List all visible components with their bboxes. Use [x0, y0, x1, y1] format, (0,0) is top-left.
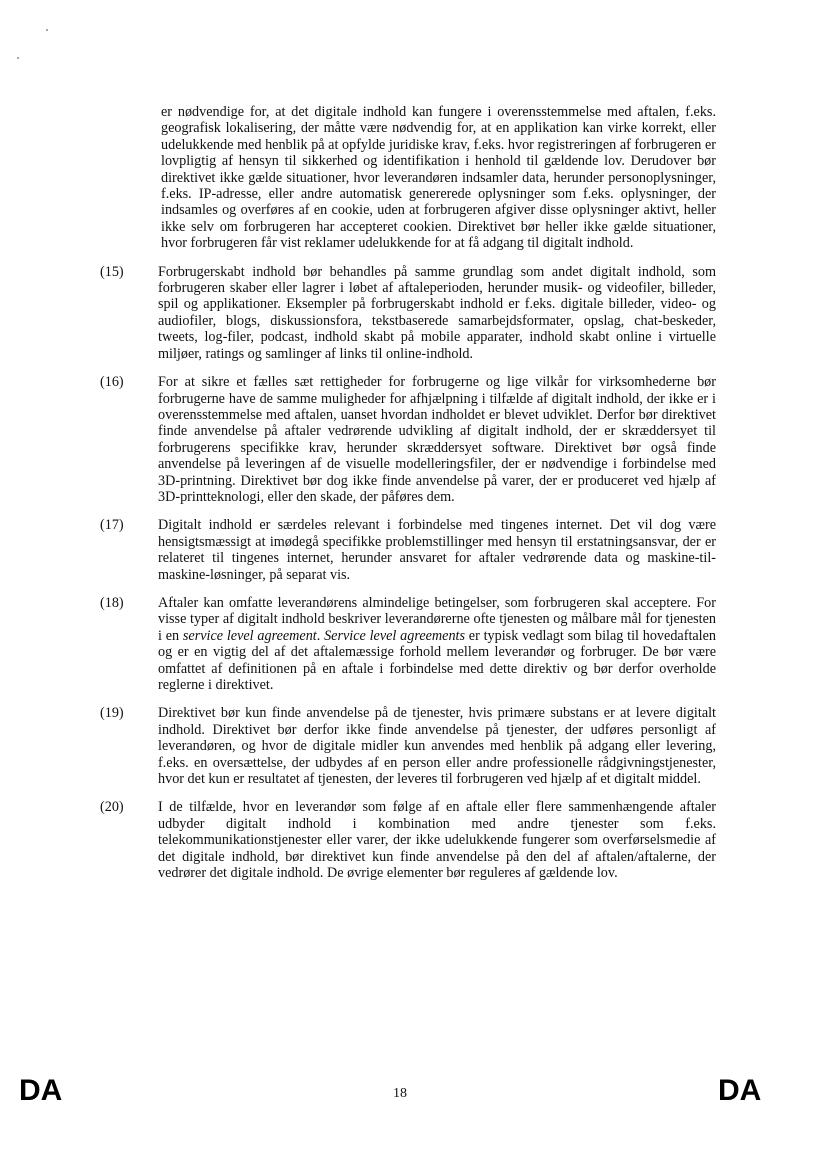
- recital-20: [102, 799, 716, 881]
- recital-text: Forbrugerskabt indhold bør behandles på samme grundlag som andet digitalt indhold, som forbrugeren skaber eller lagrer i løbet af aftaleperioden, herunder musik- og videofiler, billeder, spil og applikationer. Eksempler på forbrugerskabt indhold er f.eks. digitale billeder, video- og audiofiler, blogs, diskussionsfora, tekstbaserede samarbejdsformater, opslag, chat-beskeder, tweets, log-filer, podcast, indhold skabt på mobile apparater, indhold skabt online i virtuelle miljøer, ratings og samlinger af links til online-indhold.: [158, 263, 716, 362]
- recital-text: Digitalt indhold er særdeles relevant i forbindelse med tingenes internet. Det vil dog være hensigtsmæssigt at imødegå specifikke problemstillinger med hensyn til erstatningsansvar, der er relateret til tingenes internet, herunder ansvaret for aftaler vedrørende data og maskine-til-maskine-løsninger, på separat vis.: [158, 517, 716, 583]
- scan-speck: [17, 57, 19, 59]
- recital-18: [102, 595, 716, 693]
- paragraph-14-continued: [102, 104, 716, 252]
- scan-speck: [46, 29, 48, 31]
- recital-number: (15): [100, 263, 124, 280]
- recital-text: For at sikre et fælles sæt rettigheder for forbrugerne og lige vilkår for virksomhederne bør forbrugerne have de samme muligheder for afhjælpning i tilfælde af digitalt indhold, der ikke er i overensstemmelse med aftalen, uanset hvordan indholdet er blevet udviklet. Derfor bør direktivet finde anvendelse på aftaler vedrørende udvikling af digitalt indhold, der er skræddersyet til forbrugerens specifikke krav, herunder skræddersyet software. Direktivet bør også finde anvendelse på leveringen af de visuelle modelleringsfiler, der er nødvendige i forbindelse med 3D-printning. Direktivet bør dog ikke finde anvendelse på varer, der er produceret ved hjælp af 3D-printteknologi, eller den skade, der påføres dem.: [158, 374, 716, 505]
- language-code-right: DA: [718, 1074, 762, 1107]
- recital-text: [158, 595, 716, 693]
- recital-number: (20): [100, 799, 124, 816]
- recital-text: Direktivet bør kun finde anvendelse på de tjenester, hvis primære substans er at levere digitalt indhold. Direktivet bør derfor ikke finde anvendelse på tjenester, der udføres personligt af leverandøren, og hvor de digitale midler kun anvendes med henblik på adgang eller levering, f.eks. en oversættelse, der udbydes af en person eller andre professionelle rådgivningstjenester, hvor det kun er resultatet af tjenesten, der leveres til forbrugeren ved hjælp af et digitalt middel.: [158, 705, 716, 788]
- recital-text-part: Aftaler kan omfatte leverandørens almindelige betingelser, som forbrugeren skal acceptere. For visse typer af digitalt indhold beskriver leverandørerne ofte tjenesten og målbare mål for tjenesten i en: [158, 594, 716, 644]
- italic-term: Service level agreements: [324, 627, 466, 644]
- recital-17: [102, 517, 716, 583]
- page-number: 18: [393, 1086, 407, 1101]
- recital-text-part: er typisk vedlagt som bilag til hovedaftalen og er en vigtig del af det aftalemæssige forhold mellem leverandør og forbruger. De bør være omfattet af definitionen på en aftale i forbindelse med dette direktiv og bør derfor overholde reglerne i direktivet.: [158, 627, 717, 693]
- language-code-left: DA: [19, 1074, 63, 1107]
- recital-text: I de tilfælde, hvor en leverandør som følge af en aftale eller flere sammenhængende aftaler udbyder digitalt indhold i kombination med andre tjenester som f.eks. telekommunikationstjenester eller varer, der ikke udelukkende fungerer som overførselsmedie af det digitale indhold, bør direktivet kun finde anvendelse på den del af aftalen/aftalerne, der vedrører det digitale indhold. De øvrige elementer bør reguleres af gældende lov.: [158, 799, 716, 882]
- document-body: [102, 104, 716, 881]
- recital-number: (17): [100, 517, 124, 534]
- recital-number: (19): [100, 705, 124, 722]
- italic-term: service level agreement: [182, 627, 317, 644]
- recital-19: [102, 705, 716, 787]
- paragraph-text: er nødvendige for, at det digitale indhold kan fungere i overensstemmelse med aftalen, f.eks. geografisk lokalisering, der måtte være nødvendig for, at en applikation kan virke korrekt, eller udelukkende med henblik på at opfylde juridiske krav, f.eks. hvor registreringen af forbrugeren er lovpligtig af hensyn til sikkerhed og identifikation i henhold til gældende lov. Derudover bør direktivet ikke gælde situationer, hvor leverandøren indsamler data, herunder personoplysninger, f.eks. IP-adresse, eller andre automatisk genererede oplysninger som f.eks. oplysninger, der indsamles og overføres af en cookie, uden at forbrugeren afgiver disse oplysninger aktivt, heller ikke selv om forbrugeren har accepteret cookien. Direktivet bør heller ikke gælde situationer, hvor forbrugeren får vist reklamer udelukkende for at få adgang til digitalt indhold.: [161, 104, 716, 252]
- recital-text-part: .: [316, 627, 325, 644]
- recital-15: [102, 264, 716, 362]
- recital-number: (18): [100, 594, 124, 611]
- recital-16: [102, 374, 716, 505]
- recital-number: (16): [100, 374, 124, 391]
